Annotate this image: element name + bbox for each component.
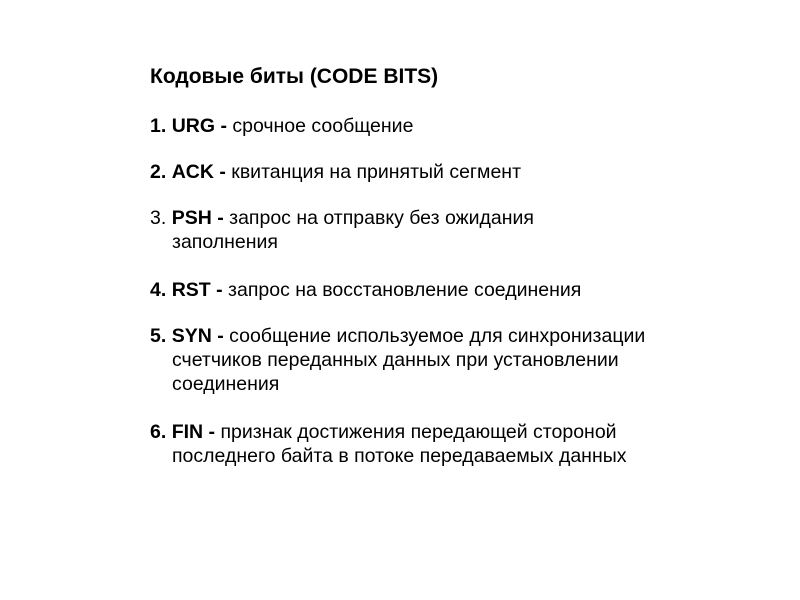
list-item-line xyxy=(150,324,750,348)
list-item-line xyxy=(150,114,750,138)
list-item-line xyxy=(150,420,750,444)
item-description-continuation: соединения xyxy=(172,373,280,395)
item-description: квитанция на принятый сегмент xyxy=(231,161,522,183)
item-number: 5. xyxy=(150,325,167,347)
item-number: 2. xyxy=(150,161,167,183)
list-item-urg xyxy=(150,114,750,138)
item-description: запрос на восстановление соединения xyxy=(228,279,582,301)
item-number: 3. xyxy=(150,207,167,229)
item-description-continuation: последнего байта в потоке передаваемых данных xyxy=(172,445,627,467)
item-description-continuation: заполнения xyxy=(172,231,278,253)
list-item-rst xyxy=(150,278,750,302)
item-code: RST - xyxy=(171,279,223,301)
list-item-psh xyxy=(150,206,750,254)
item-code: URG - xyxy=(171,115,227,137)
list-item-syn xyxy=(150,324,750,396)
list-item-ack xyxy=(150,160,750,184)
item-code: ACK - xyxy=(171,161,226,183)
item-number: 4. xyxy=(150,279,167,301)
item-description: сообщение используемое для синхронизации xyxy=(229,325,646,347)
item-code: PSH - xyxy=(171,207,224,229)
slide-title: Кодовые биты (CODE BITS) xyxy=(150,65,439,88)
item-description: запрос на отправку без ожидания xyxy=(229,207,534,229)
list-item-fin xyxy=(150,420,750,468)
item-number: 6. xyxy=(150,421,167,443)
item-description-continuation: счетчиков переданных данных при установлении xyxy=(172,349,619,371)
list-item-line xyxy=(150,160,750,184)
item-code: SYN - xyxy=(171,325,224,347)
item-number: 1. xyxy=(150,115,167,137)
list-item-line xyxy=(150,206,750,230)
item-description: признак достижения передающей стороной xyxy=(220,421,617,443)
list-item-line xyxy=(150,278,750,302)
item-description: срочное сообщение xyxy=(232,115,414,137)
item-code: FIN - xyxy=(171,421,216,443)
